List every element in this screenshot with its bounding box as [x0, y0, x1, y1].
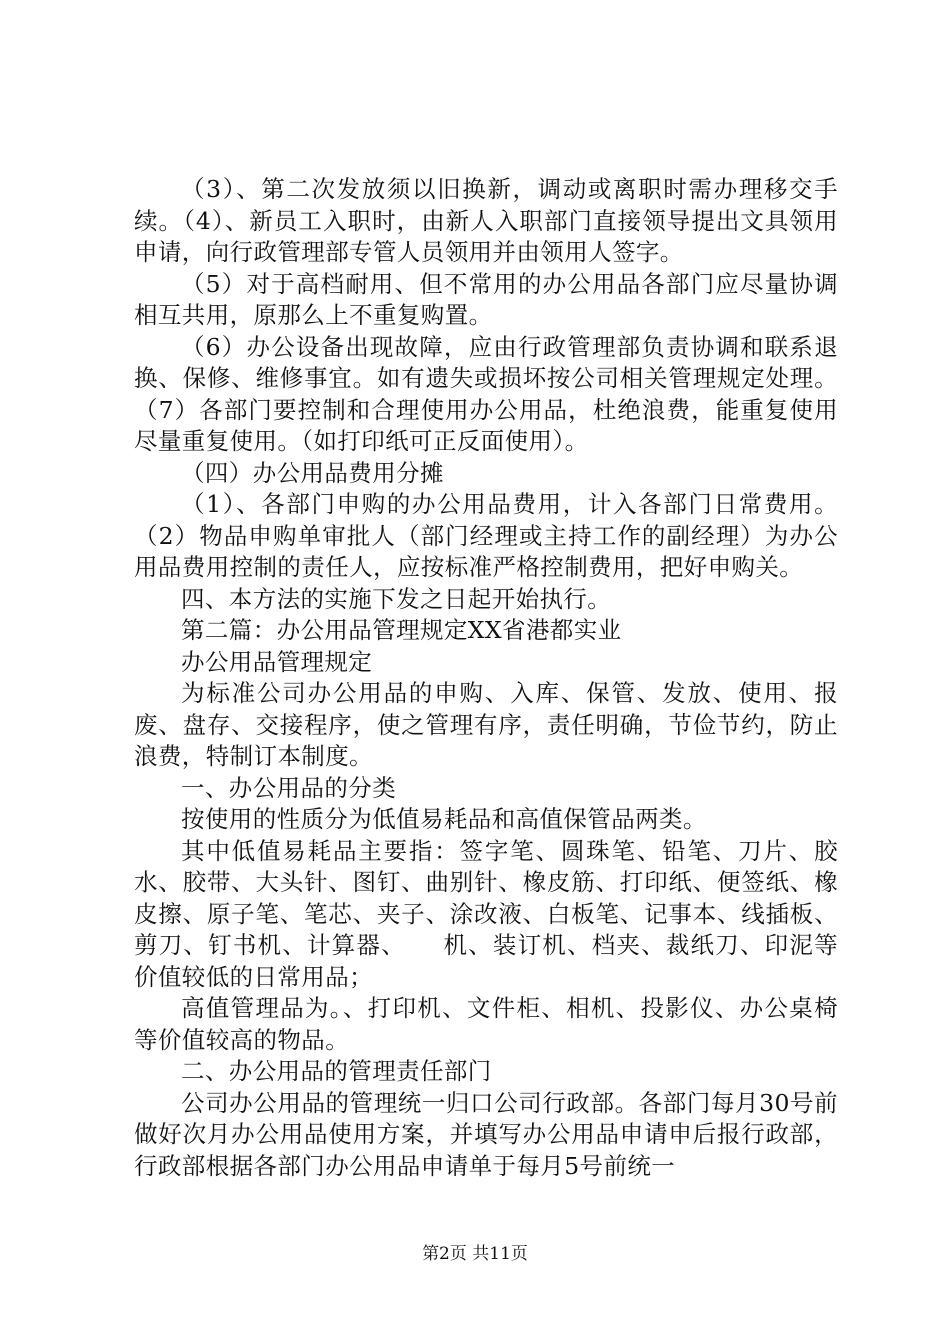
- paragraph-purpose: 为标准公司办公用品的申购、入库、保管、发放、使用、报废、盘存、交接程序，使之管理有序，责任明确，节俭节约，防止浪费，特制订本制度。: [134, 679, 838, 770]
- paragraph-low-value-items: 其中低值易耗品主要指：签字笔、圆珠笔、铅笔、刀片、胶水、胶带、大头针、图钉、曲别针、橡皮筋、打印纸、便签纸、橡皮擦、原子笔、笔芯、夹子、涂改液、白板笔、记事本、线插板、剪刀、钉书机、计算器、 机、装订机、档夹、裁纸刀、印泥等价值较低的日常用品；: [134, 836, 838, 991]
- page-number: 第2页 共11页: [422, 1244, 528, 1264]
- section-heading-responsible-department: 二、办公用品的管理责任部门: [181, 1057, 492, 1085]
- paragraph-responsible-department: 公司办公用品的管理统一归口公司行政部。各部门每月30号前做好次月办公用品使用方案，并填写办公用品申请申后报行政部，行政部根据各部门办公用品申请单于每月5号前统一: [134, 1088, 838, 1180]
- paragraph-cost-allocation: （1）、各部门申购的办公用品费用，计入各部门日常费用。（2）物品申购单审批人（部门经理或主持工作的副经理）为办公用品费用控制的责任人，应按标准严格控制费用，把好申购关。: [134, 490, 838, 581]
- paragraph-effective-date: 四、本方法的实施下发之日起开始执行。: [181, 584, 612, 613]
- section-heading-classification: 一、办公用品的分类: [181, 773, 397, 802]
- paragraph-high-value-items: 高值管理品为。、打印机、文件柜、相机、投影仪、办公桌椅等价值较高的物品。: [134, 994, 838, 1054]
- section-heading-cost-allocation: （四）办公用品费用分摊: [181, 458, 444, 487]
- paragraph-distribution-rules: （3）、第二次发放须以旧换新，调动或离职时需办理移交手续。（4）、新员工入职时，由新人入职部门直接领导提出文具领用申请，向行政管理部专管人员领用并由领用人签字。: [134, 175, 838, 266]
- paragraph-classification: 按使用的性质分为低值易耗品和高值保管品两类。: [181, 805, 707, 833]
- document-body: [134, 174, 838, 1182]
- paragraph-equipment-repair: （6）办公设备出现故障，应由行政管理部负责协调和联系退换、保修、维修事宜。如有遗失或损坏按公司相关管理规定处理。（7）各部门要控制和合理使用办公用品，杜绝浪费，能重复使用尽量重复使用。（如打印纸可正反面使用）。: [134, 332, 838, 455]
- document-title: 办公用品管理规定: [181, 647, 373, 676]
- chapter-title: 第二篇：办公用品管理规定XX省港都实业: [181, 616, 622, 644]
- paragraph-shared-use: （5）对于高档耐用、但不常用的办公用品各部门应尽量协调相互共用，原那么上不重复购置。: [134, 269, 838, 329]
